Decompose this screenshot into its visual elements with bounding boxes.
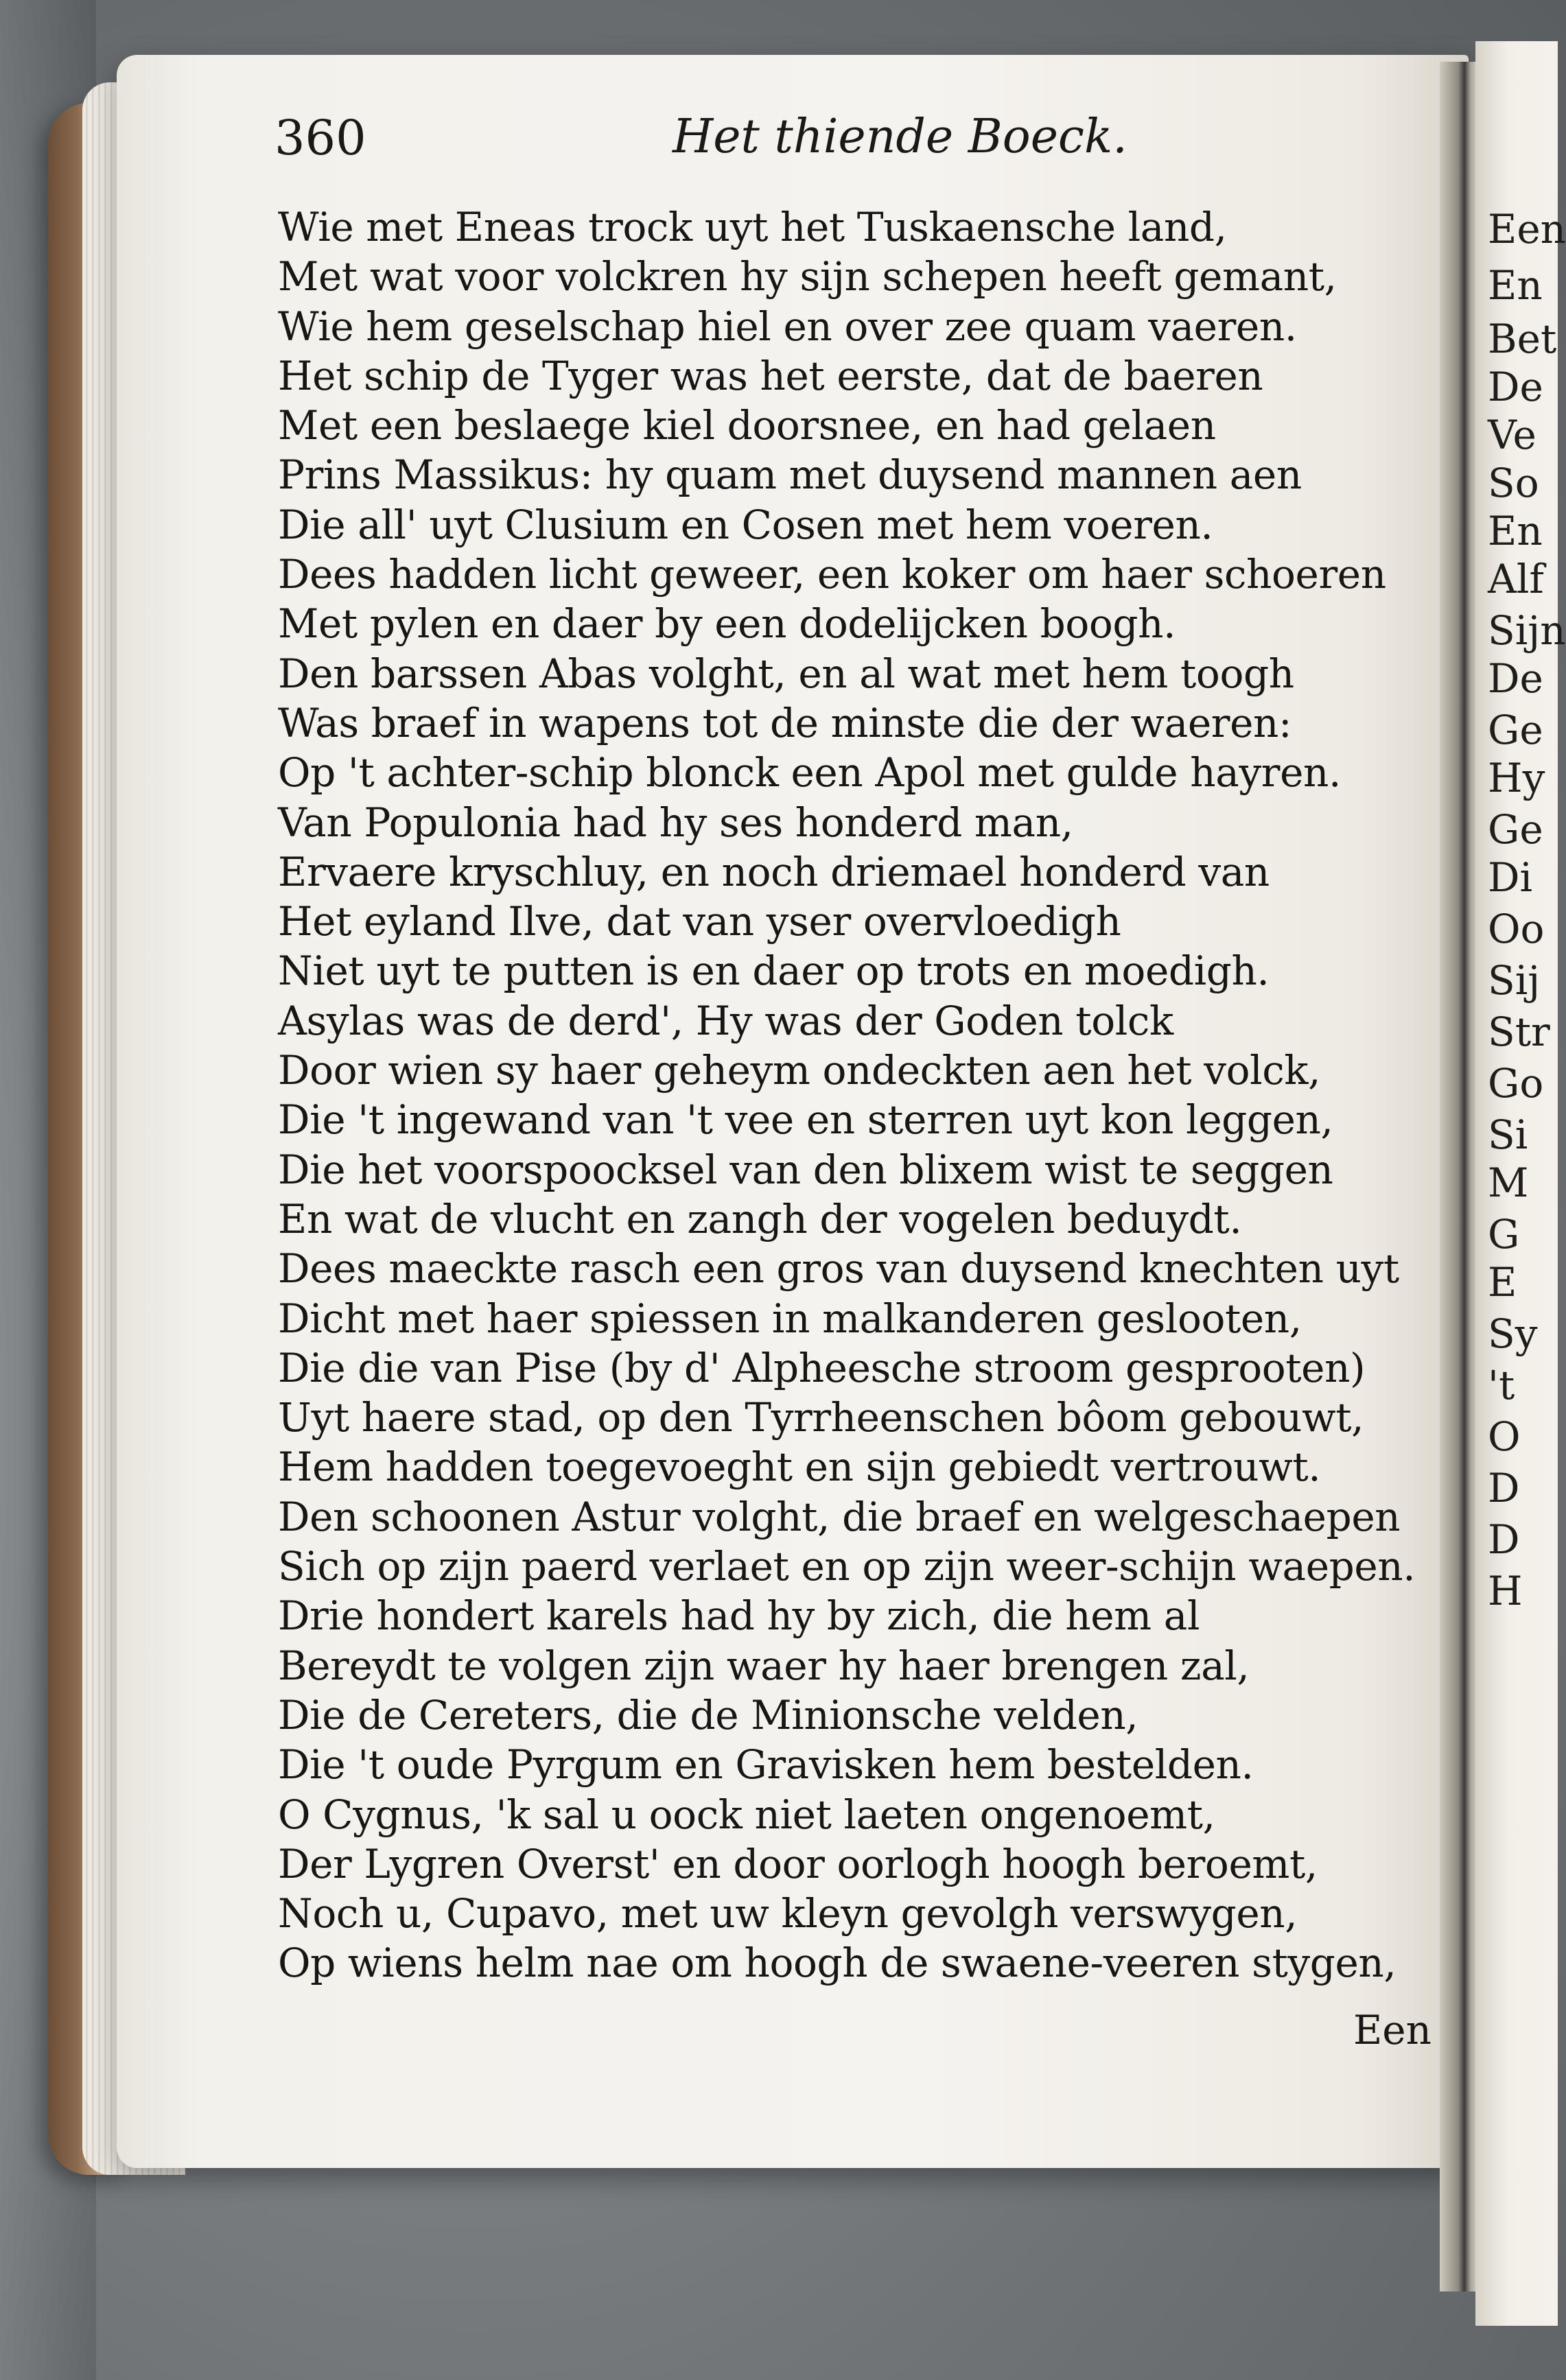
facing-page-word: Oo [1488, 906, 1545, 952]
verse-line: Den schoonen Astur volght, die braef en welgeschaepen [278, 1493, 1401, 1540]
facing-page-word: E [1488, 1259, 1517, 1306]
verse-line: Uyt haere stad, op den Tyrrheenschen bôom gebouwt, [278, 1394, 1364, 1441]
facing-page-word: De [1488, 655, 1543, 702]
facing-page-word: So [1488, 460, 1539, 506]
facing-page-word: H [1488, 1568, 1523, 1614]
verse-line: Die all' uyt Clusium en Cosen met hem voeren. [278, 501, 1213, 548]
verse-line: Op 't achter-schip blonck een Apol met gulde hayren. [278, 749, 1341, 797]
running-head: Het thiende Boeck. [673, 110, 1127, 164]
verse-line: Dees hadden licht geweer, een koker om haer schoeren [278, 551, 1386, 598]
facing-page-word: Sij [1488, 957, 1541, 1004]
facing-page-fragment [1475, 41, 1566, 2326]
verse-line: Die 't oude Pyrgum en Gravisken hem bestelden. [278, 1741, 1254, 1789]
verse-line: Den barssen Abas volght, en al wat met hem toogh [278, 650, 1294, 697]
verse-line: Hem hadden toegevoeght en sijn gebiedt vertrouwt. [278, 1444, 1321, 1491]
verse-line: Wie met Eneas trock uyt het Tuskaensche land, [278, 204, 1227, 250]
verse-line: Noch u, Cupavo, met uw kleyn gevolgh verswygen, [278, 1890, 1298, 1937]
verse-line: En wat de vlucht en zangh der vogelen beduydt. [278, 1195, 1242, 1242]
verse-line: Door wien sy haer geheym ondeckten aen het volck, [278, 1047, 1321, 1094]
verse-line: Dees maeckte rasch een gros van duysend knechten uyt [278, 1245, 1399, 1293]
facing-page-word: Ve [1488, 412, 1536, 458]
verse-line: Der Lygren Overst' en door oorlogh hoogh beroemt, [278, 1840, 1318, 1887]
verse-line: Die de Cereters, die de Minionsche velden, [278, 1691, 1138, 1739]
verse-line: Die die van Pise (by d' Alpheesche stroom gesprooten) [278, 1344, 1366, 1391]
verse-line: O Cygnus, 'k sal u oock niet laeten ongenoemt, [278, 1791, 1215, 1838]
facing-page-word: Ge [1488, 806, 1543, 853]
verse-line: Dicht met haer spiessen in malkanderen geslooten, [278, 1295, 1302, 1342]
facing-page-word: M [1488, 1159, 1529, 1206]
facing-page-word: 't [1488, 1362, 1515, 1409]
facing-page-word: En [1488, 508, 1543, 554]
verse-line: Drie hondert karels had hy by zich, die hem al [278, 1592, 1200, 1640]
verse-line: Met een beslaege kiel doorsnee, en had gelaen [278, 402, 1216, 449]
facing-page-word: Str [1488, 1009, 1550, 1055]
verse-text [278, 202, 1445, 1988]
verse-line: Sich op zijn paerd verlaet en op zijn weer-schijn waepen. [278, 1543, 1416, 1590]
catchword: Een [1353, 2007, 1431, 2053]
facing-page-word: G [1488, 1211, 1520, 1258]
verse-line: Wie hem geselschap hiel en over zee quam vaeren. [278, 303, 1297, 350]
verse-line: Ervaere kryschluy, en noch driemael honderd van [278, 848, 1270, 895]
facing-page-word: Sy [1488, 1310, 1538, 1357]
facing-page-word: Go [1488, 1060, 1544, 1107]
verse-line: Was braef in wapens tot de minste die der waeren: [278, 699, 1292, 746]
verse-line: Niet uyt te putten is en daer op trots en moedigh. [278, 947, 1270, 995]
facing-page-word: Hy [1488, 755, 1545, 801]
book-gutter [1440, 62, 1481, 2291]
verse-line: Met wat voor volckren hy sijn schepen heeft gemant, [278, 253, 1337, 301]
facing-page-word: Een [1488, 206, 1566, 252]
verse-line: Het eyland Ilve, dat van yser overvloedigh [278, 898, 1121, 945]
facing-page-word: Bet [1488, 316, 1557, 362]
verse-line: Die 't ingewand van 't vee en sterren uyt kon leggen, [278, 1096, 1333, 1144]
facing-page-word: Si [1488, 1111, 1528, 1158]
verse-line: Met pylen en daer by een dodelijcken boogh. [278, 600, 1176, 648]
page-header [274, 110, 1157, 178]
page-number: 360 [274, 110, 366, 166]
verse-line: Bereydt te volgen zijn waer hy haer brengen zal, [278, 1642, 1250, 1689]
facing-page-word: Sijn [1488, 607, 1566, 654]
facing-page-word: O [1488, 1413, 1521, 1460]
verse-line: Van Populonia had hy ses honderd man, [278, 799, 1073, 846]
verse-line: Asylas was de derd', Hy was der Goden tolck [278, 997, 1173, 1044]
verse-line: Het schip de Tyger was het eerste, dat de baeren [278, 352, 1263, 399]
verse-line: Die het voorspoocksel van den blixem wist te seggen [278, 1146, 1333, 1193]
facing-page-word: Di [1488, 854, 1533, 901]
facing-page-word: De [1488, 364, 1543, 410]
facing-page-word: D [1488, 1516, 1520, 1563]
facing-page-word: En [1488, 262, 1543, 309]
verse-line: Prins Massikus: hy quam met duysend mannen aen [278, 451, 1302, 499]
verse-line: Op wiens helm nae om hoogh de swaene-veeren stygen, [278, 1940, 1396, 1987]
facing-page-word: Alf [1488, 556, 1544, 602]
facing-page-word: D [1488, 1465, 1520, 1511]
facing-page-word: Ge [1488, 707, 1543, 753]
